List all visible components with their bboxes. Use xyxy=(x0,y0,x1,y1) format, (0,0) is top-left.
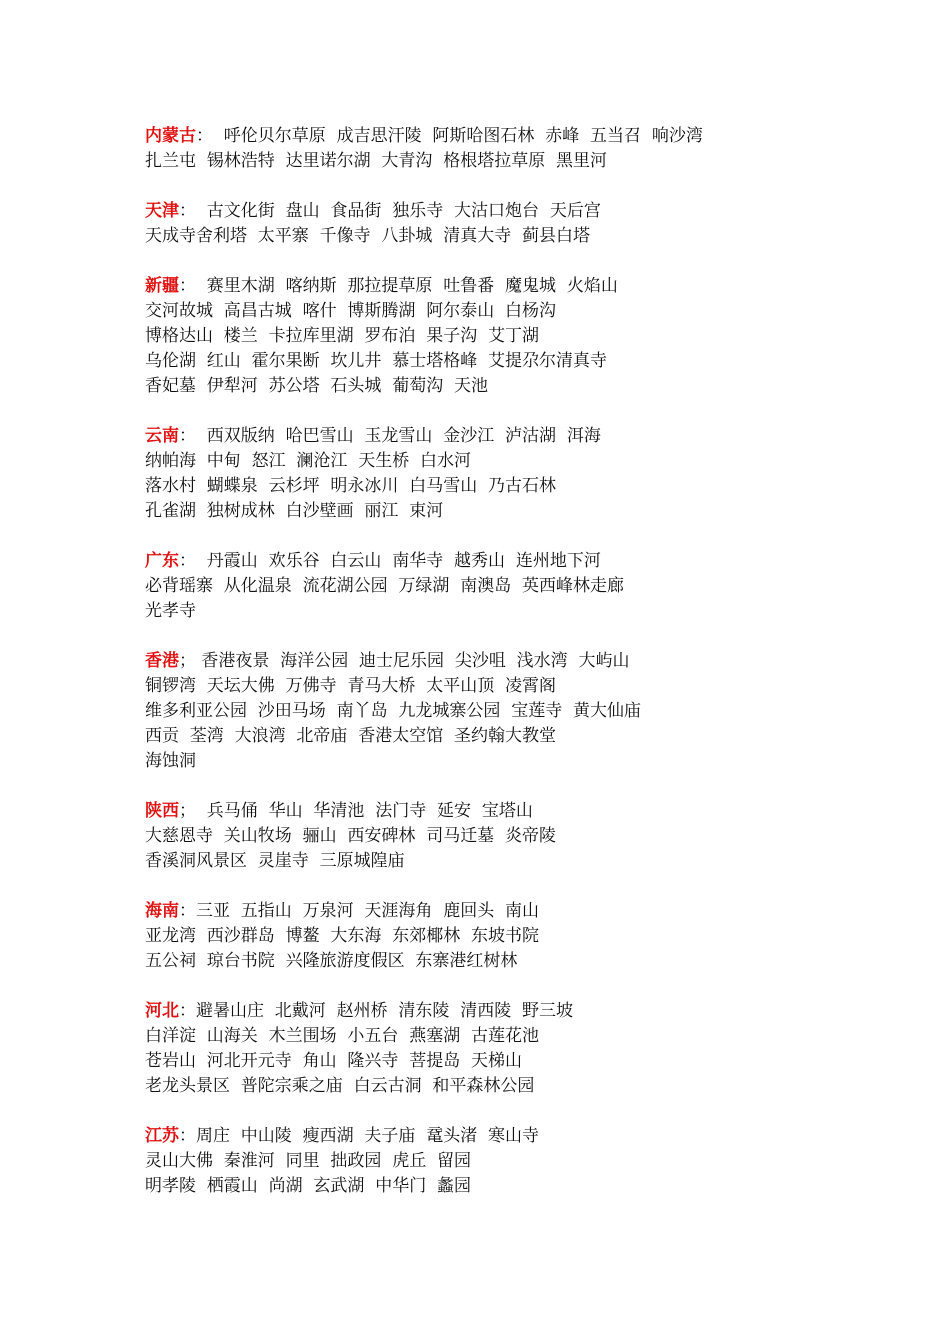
region-separator: ： xyxy=(179,551,196,571)
attraction-line xyxy=(145,374,865,399)
attraction-line xyxy=(145,949,865,974)
attraction-line xyxy=(145,674,865,699)
region-name: 云南 xyxy=(145,426,179,446)
attraction-list-text: 维多利亚公园 沙田马场 南丫岛 九龙城寨公园 宝莲寺 黄大仙庙 xyxy=(145,701,642,721)
attraction-line xyxy=(145,149,865,174)
region-separator: ； xyxy=(179,801,196,821)
attraction-list-text: 铜锣湾 天坛大佛 万佛寺 青马大桥 太平山顶 凌霄阁 xyxy=(145,676,557,696)
attraction-list-text: 呼伦贝尔草原 成吉思汗陵 阿斯哈图石林 赤峰 五当召 响沙湾 xyxy=(213,126,703,146)
region-name: 内蒙古 xyxy=(145,126,196,146)
region-section xyxy=(145,274,865,399)
region-separator: ； xyxy=(179,651,196,671)
attraction-list-text: 光孝寺 xyxy=(145,601,196,621)
attraction-list-text: 孔雀湖 独树成林 白沙壁画 丽江 束河 xyxy=(145,501,444,521)
attraction-line xyxy=(145,824,865,849)
attraction-list-text: 西贡 荃湾 大浪湾 北帝庙 香港太空馆 圣约翰大教堂 xyxy=(145,726,557,746)
attraction-list-text: 老龙头景区 普陀宗乘之庙 白云古洞 和平森林公园 xyxy=(145,1076,535,1096)
attraction-list-text: 必背瑶寨 从化温泉 流花湖公园 万绿湖 南澳岛 英西峰林走廊 xyxy=(145,576,625,596)
attraction-list-text: 避暑山庄 北戴河 赵州桥 清东陵 清西陵 野三坡 xyxy=(196,1001,574,1021)
attraction-line xyxy=(145,449,865,474)
attraction-line xyxy=(145,1049,865,1074)
region-separator: ： xyxy=(179,276,196,296)
attraction-line xyxy=(145,849,865,874)
region-separator: ： xyxy=(179,426,196,446)
region-section xyxy=(145,549,865,624)
region-separator: ： xyxy=(179,1126,196,1146)
attraction-list-text: 苍岩山 河北开元寺 角山 隆兴寺 菩提岛 天梯山 xyxy=(145,1051,523,1071)
attraction-list-text: 香妃墓 伊犁河 苏公塔 石头城 葡萄沟 天池 xyxy=(145,376,489,396)
attraction-line xyxy=(145,724,865,749)
attraction-list-text: 纳帕海 中甸 怒江 澜沧江 天生桥 白水河 xyxy=(145,451,472,471)
attraction-line xyxy=(145,699,865,724)
attraction-list-text: 香港夜景 海洋公园 迪士尼乐园 尖沙咀 浅水湾 大屿山 xyxy=(196,651,630,671)
region-section xyxy=(145,999,865,1099)
attraction-line xyxy=(145,924,865,949)
attraction-line xyxy=(145,1024,865,1049)
attraction-list-text: 古文化街 盘山 食品街 独乐寺 大沽口炮台 天后宫 xyxy=(196,201,601,221)
attraction-line xyxy=(145,999,865,1024)
region-separator: ： xyxy=(179,201,196,221)
region-name: 江苏 xyxy=(145,1126,179,1146)
attraction-list-text: 赛里木湖 喀纳斯 那拉提草原 吐鲁番 魔鬼城 火焰山 xyxy=(196,276,618,296)
region-section xyxy=(145,124,865,174)
attraction-line xyxy=(145,224,865,249)
attraction-line xyxy=(145,574,865,599)
attraction-list-text: 乌伦湖 红山 霍尔果断 坎儿井 慕士塔格峰 艾提尕尔清真寺 xyxy=(145,351,608,371)
attraction-list-text: 丹霞山 欢乐谷 白云山 南华寺 越秀山 连州地下河 xyxy=(196,551,601,571)
region-section xyxy=(145,799,865,874)
attraction-line xyxy=(145,124,865,149)
region-name: 陕西 xyxy=(145,801,179,821)
attraction-list-text: 兵马俑 华山 华清池 法门寺 延安 宝塔山 xyxy=(196,801,533,821)
attraction-list-text: 博格达山 楼兰 卡拉库里湖 罗布泊 果子沟 艾丁湖 xyxy=(145,326,540,346)
region-name: 河北 xyxy=(145,1001,179,1021)
attraction-line xyxy=(145,474,865,499)
region-name: 广东 xyxy=(145,551,179,571)
attraction-line xyxy=(145,1124,865,1149)
region-section xyxy=(145,649,865,774)
attraction-list-text: 落水村 蝴蝶泉 云杉坪 明永冰川 白马雪山 乃古石林 xyxy=(145,476,557,496)
region-section xyxy=(145,899,865,974)
attraction-line xyxy=(145,899,865,924)
attraction-list-text: 西双版纳 哈巴雪山 玉龙雪山 金沙江 泸沽湖 洱海 xyxy=(196,426,601,446)
attraction-list-text: 灵山大佛 秦淮河 同里 拙政园 虎丘 留园 xyxy=(145,1151,472,1171)
region-name: 海南 xyxy=(145,901,179,921)
region-name: 新疆 xyxy=(145,276,179,296)
attraction-line xyxy=(145,599,865,624)
region-separator: ： xyxy=(179,1001,196,1021)
region-section xyxy=(145,199,865,249)
attraction-line xyxy=(145,1174,865,1199)
attraction-list-text: 周庄 中山陵 瘦西湖 夫子庙 鼋头渚 寒山寺 xyxy=(196,1126,540,1146)
attraction-list-text: 扎兰屯 锡林浩特 达里诺尔湖 大青沟 格根塔拉草原 黑里河 xyxy=(145,151,608,171)
attraction-line xyxy=(145,799,865,824)
region-separator: ： xyxy=(196,126,213,146)
attraction-line xyxy=(145,274,865,299)
attraction-line xyxy=(145,324,865,349)
document-page xyxy=(145,124,865,1224)
attraction-line xyxy=(145,199,865,224)
attraction-list-text: 三亚 五指山 万泉河 天涯海角 鹿回头 南山 xyxy=(196,901,540,921)
attraction-list-text: 香溪洞风景区 灵崖寺 三原城隍庙 xyxy=(145,851,405,871)
attraction-line xyxy=(145,549,865,574)
region-separator: ： xyxy=(179,901,196,921)
region-section xyxy=(145,424,865,524)
attraction-line xyxy=(145,649,865,674)
attraction-list-text: 明孝陵 栖霞山 尚湖 玄武湖 中华门 蠡园 xyxy=(145,1176,472,1196)
attraction-list-text: 交河故城 高昌古城 喀什 博斯腾湖 阿尔泰山 白杨沟 xyxy=(145,301,557,321)
region-name: 香港 xyxy=(145,651,179,671)
attraction-line xyxy=(145,424,865,449)
attraction-line xyxy=(145,499,865,524)
region-name: 天津 xyxy=(145,201,179,221)
attraction-line xyxy=(145,349,865,374)
attraction-line xyxy=(145,1149,865,1174)
attraction-line xyxy=(145,299,865,324)
attraction-list-text: 白洋淀 山海关 木兰围场 小五台 燕塞湖 古莲花池 xyxy=(145,1026,540,1046)
attraction-list-text: 亚龙湾 西沙群岛 博鳌 大东海 东郊椰林 东坡书院 xyxy=(145,926,540,946)
attraction-list-text: 五公祠 琼台书院 兴隆旅游度假区 东寨港红树林 xyxy=(145,951,518,971)
region-section xyxy=(145,1124,865,1199)
attraction-list-text: 大慈恩寺 关山牧场 骊山 西安碑林 司马迁墓 炎帝陵 xyxy=(145,826,557,846)
attraction-list-text: 天成寺舍利塔 太平寨 千像寺 八卦城 清真大寺 蓟县白塔 xyxy=(145,226,591,246)
attraction-line xyxy=(145,1074,865,1099)
attraction-list-text: 海蚀洞 xyxy=(145,751,196,771)
attraction-line xyxy=(145,749,865,774)
